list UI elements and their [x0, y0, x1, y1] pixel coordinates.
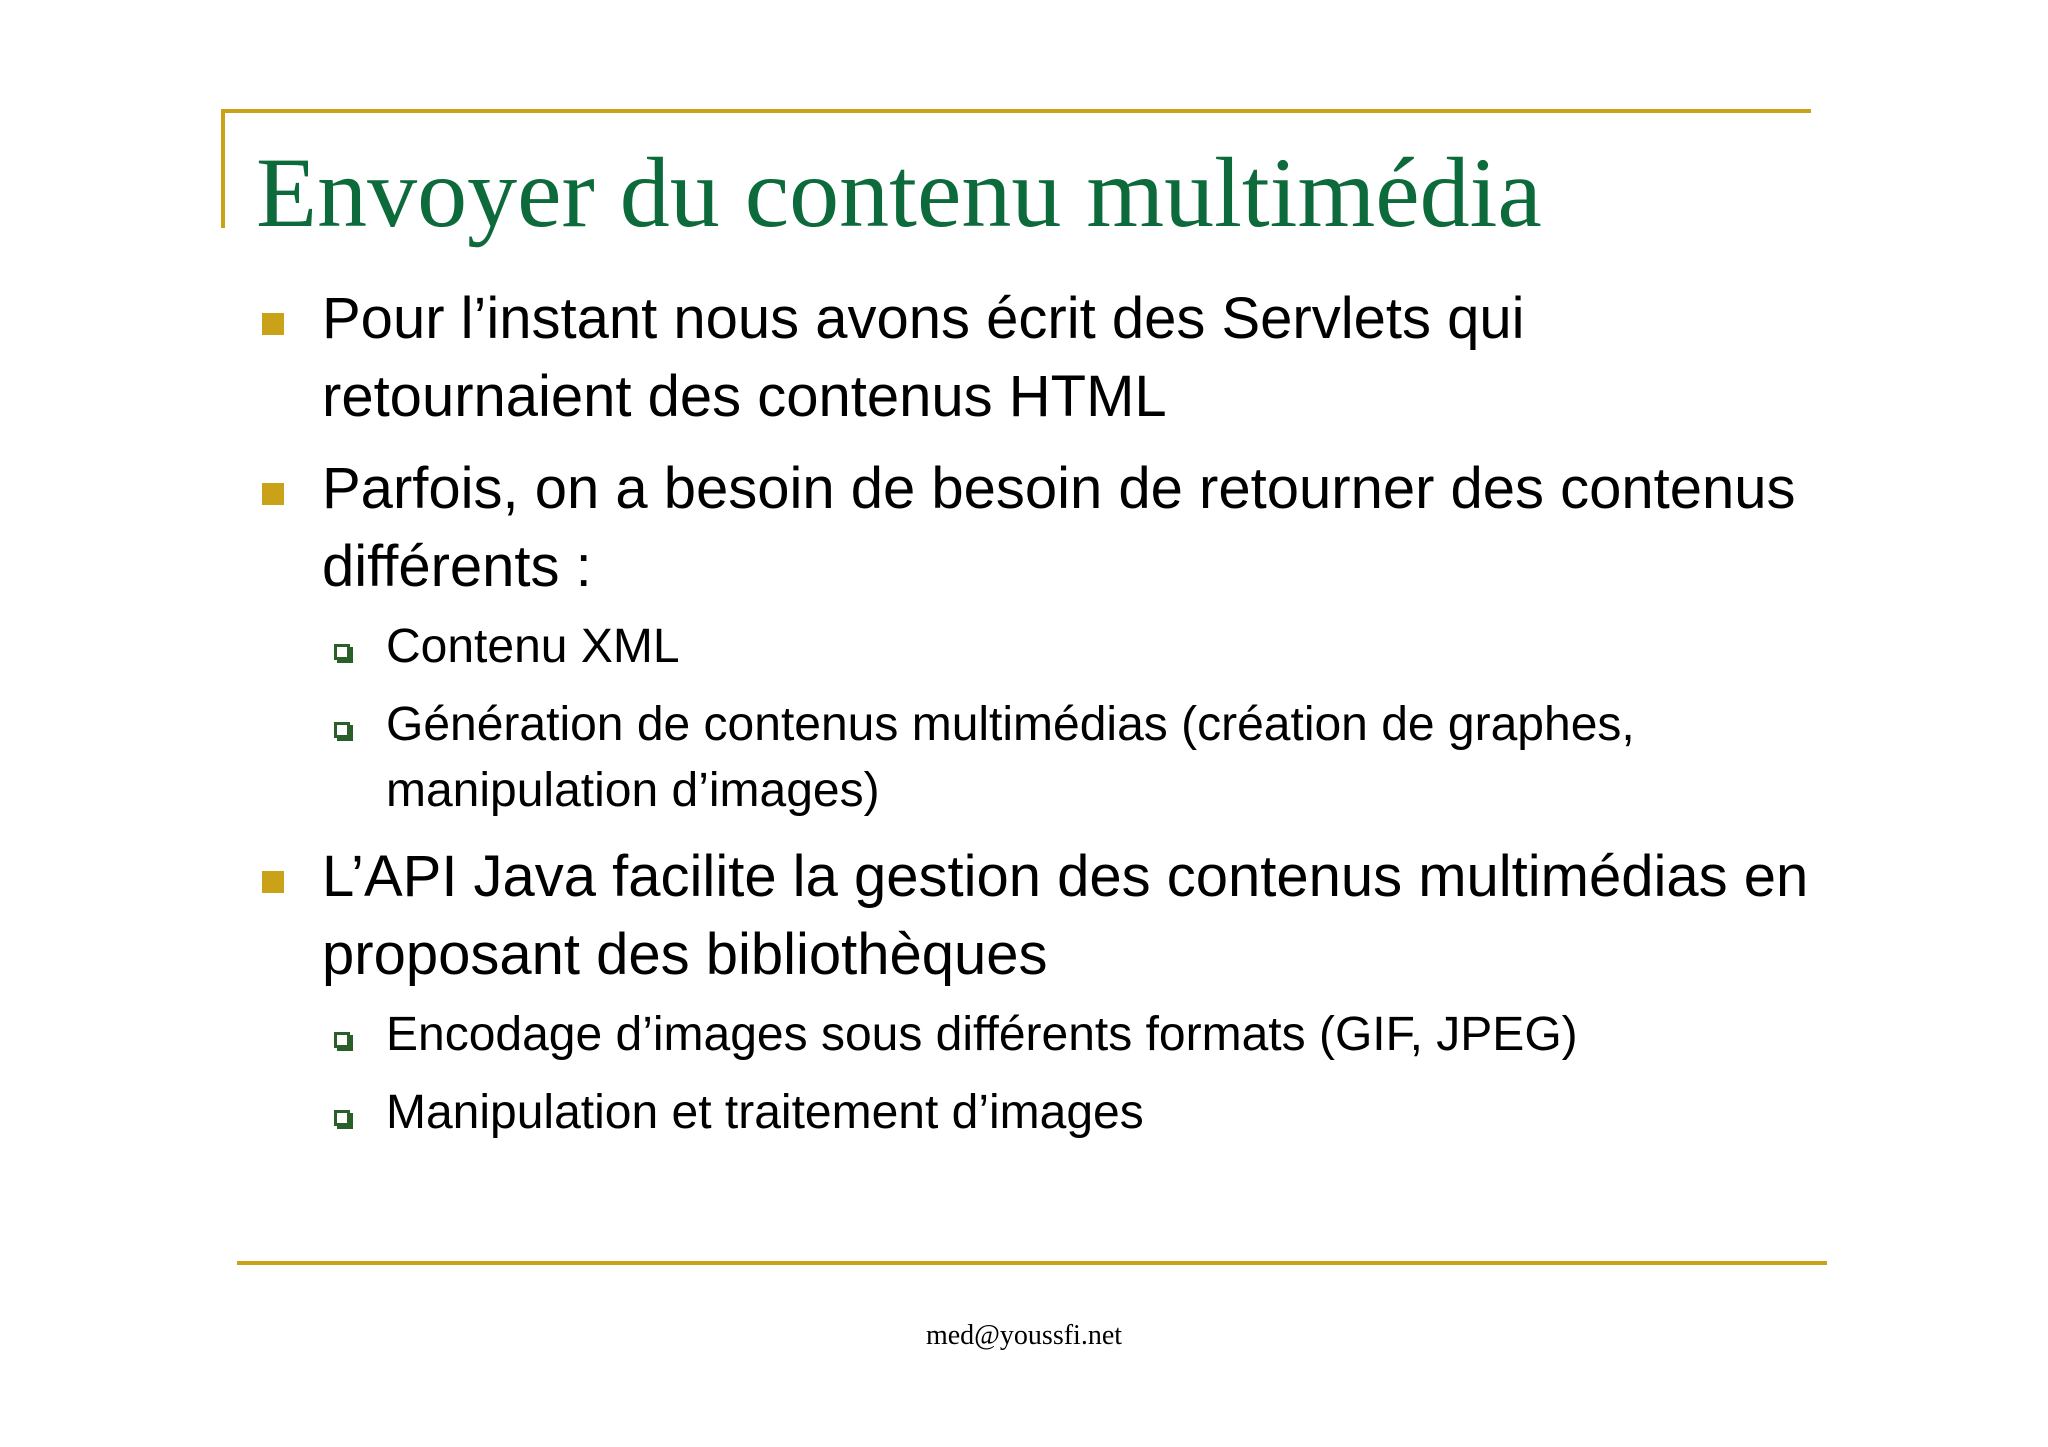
bullet-item [256, 450, 1816, 606]
bullet-item [256, 280, 1816, 436]
bullet-text: L’API Java facilite la gestion des contenus multimédias en proposant des bibliothèques [322, 844, 1809, 987]
sub-bullet-item [322, 1080, 1816, 1146]
sub-bullet-text: Manipulation et traitement d’images [386, 1086, 1144, 1139]
slide-title: Envoyer du contenu multimédia [256, 137, 1542, 248]
bullet-text: Parfois, on a besoin de besoin de retourner des contenus différents : [322, 456, 1796, 599]
sub-bullet-text: Contenu XML [386, 620, 680, 673]
sub-bullet-list [256, 614, 1816, 824]
sub-bullet-list [256, 1002, 1816, 1146]
bottom-accent-rule [237, 1261, 1827, 1265]
hollow-square-bullet-icon [334, 1110, 350, 1126]
square-bullet-icon [262, 483, 284, 505]
slide-body [256, 280, 1816, 1146]
square-bullet-icon [262, 313, 284, 335]
hollow-square-bullet-icon [334, 644, 350, 660]
sub-bullet-text: Génération de contenus multimédias (création de graphes, manipulation d’images) [386, 698, 1635, 817]
footer-email: med@youssfi.net [925, 1320, 1123, 1351]
sub-bullet-item [322, 614, 1816, 680]
bullet-text: Pour l’instant nous avons écrit des Servlets qui retournaient des contenus HTML [322, 286, 1525, 429]
sub-bullet-item [322, 692, 1816, 824]
sub-bullet-text: Encodage d’images sous différents formats (GIF, JPEG) [386, 1008, 1578, 1061]
hollow-square-bullet-icon [334, 1032, 350, 1048]
bullet-item [256, 838, 1816, 994]
top-accent-rule [221, 109, 1811, 113]
left-accent-rule [221, 109, 225, 228]
square-bullet-icon [262, 871, 284, 893]
sub-bullet-item [322, 1002, 1816, 1068]
hollow-square-bullet-icon [334, 722, 350, 738]
